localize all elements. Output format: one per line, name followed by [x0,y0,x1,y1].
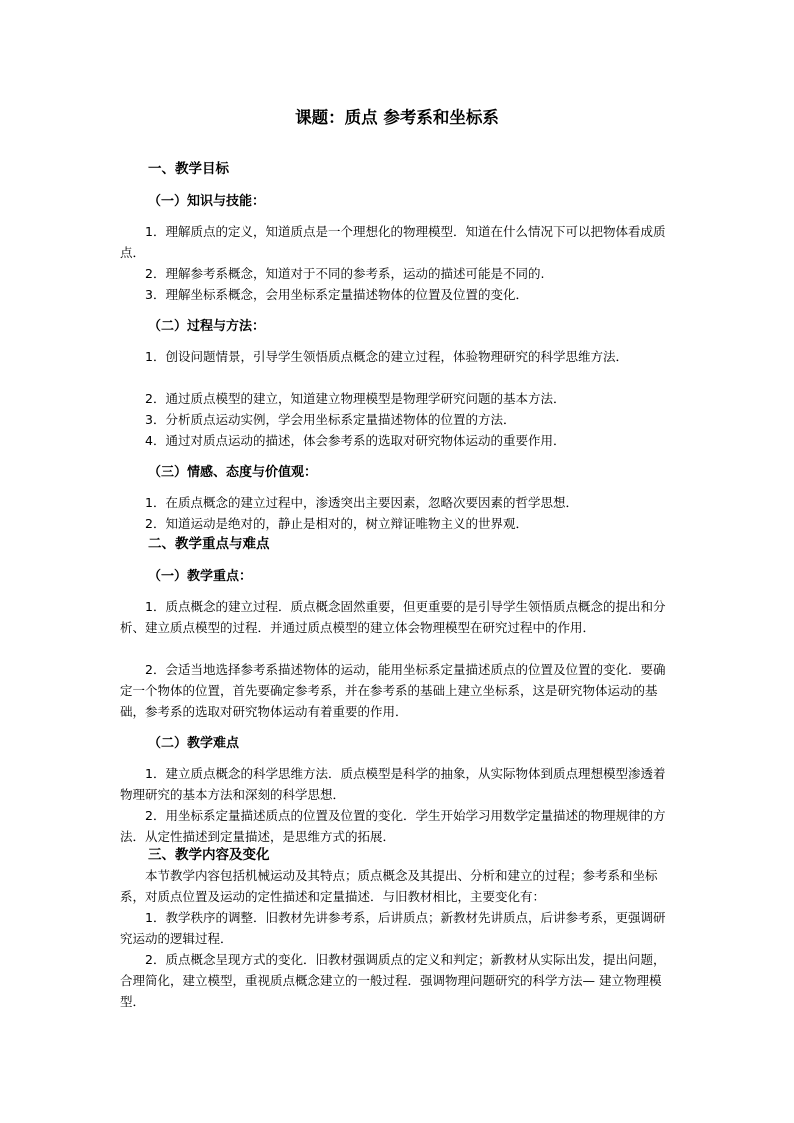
paragraph: 3．分析质点运动实例，学会用坐标系定量描述物体的位置的方法． [145,412,516,427]
paragraph: 2．用坐标系定量描述质点的位置及位置的变化．学生开始学习用数学定量描述的物理规律的方法．从定性描述到定量描述，是思维方式的拓展． [120,808,666,844]
paragraph: 2．知道运动是绝对的，静止是相对的，树立辩证唯物主义的世界观． [145,516,528,531]
section-heading-content-changes: 三、教学内容及变化 [148,847,270,863]
paragraph: 1．理解质点的定义，知道质点是一个理想化的物理模型．知道在什么情况下可以把物体看成质点． [120,224,666,260]
paragraph: 1．在质点概念的建立过程中，渗透突出主要因素，忽略次要因素的哲学思想． [145,495,578,510]
paragraph: 2．会适当地选择参考系描述物体的运动，能用坐标系定量描述质点的位置及位置的变化．要确定一个物体的位置，首先要确定参考系，并在参考系的基础上建立坐标系，这是研究物体运动的基础，参考系的选取对研究物体运动有着重要的作用． [120,662,666,719]
paragraph: 3．理解坐标系概念，会用坐标系定量描述物体的位置及位置的变化． [145,287,528,302]
paragraph: 2．质点概念呈现方式的变化．旧教材强调质点的定义和判定；新教材从实际出发，提出问题，合理简化，建立模型，重视质点概念建立的一般过程．强调物理问题研究的科学方法— 建立物理模型． [120,952,666,1009]
subheading-teaching-focus: （一）教学重点： [148,569,253,584]
document-title: 课题：质点 参考系和坐标系 [295,108,499,127]
paragraph: 1．建立质点概念的科学思维方法．质点模型是科学的抽象，从实际物体到质点理想模型渗透着物理研究的基本方法和深刻的科学思想． [120,766,666,802]
subheading-teaching-difficulty: （二）教学难点 [148,736,240,751]
paragraph: 1．质点概念的建立过程．质点概念固然重要，但更重要的是引导学生领悟质点概念的提出和分析、建立质点模型的过程．并通过质点模型的建立体会物理模型在研究过程中的作用． [120,599,666,635]
paragraph: 本节教学内容包括机械运动及其特点；质点概念及其提出、分析和建立的过程；参考系和坐标系，对质点位置及运动的定性描述和定量描述．与旧教材相比，主要变化有： [120,868,658,904]
subheading-process-method: （二）过程与方法： [148,319,266,334]
subheading-knowledge-skills: （一）知识与技能： [148,194,266,209]
paragraph: 1．创设问题情景，引导学生领悟质点概念的建立过程，体验物理研究的科学思维方法． [145,349,628,364]
paragraph: 4．通过对质点运动的描述，体会参考系的选取对研究物体运动的重要作用． [145,433,566,448]
paragraph: 2．理解参考系概念，知道对于不同的参考系，运动的描述可能是不同的. [145,266,545,281]
section-heading-teaching-goals: 一、教学目标 [148,161,229,177]
paragraph: 1．教学秩序的调整．旧教材先讲参考系，后讲质点；新教材先讲质点，后讲参考系，更强调研究运动的逻辑过程． [120,910,666,946]
paragraph: 2．通过质点模型的建立，知道建立物理模型是物理学研究问题的基本方法． [145,391,566,406]
section-heading-key-points: 二、教学重点与难点 [148,536,270,552]
subheading-attitude-values: （三）情感、态度与价值观： [148,465,318,480]
